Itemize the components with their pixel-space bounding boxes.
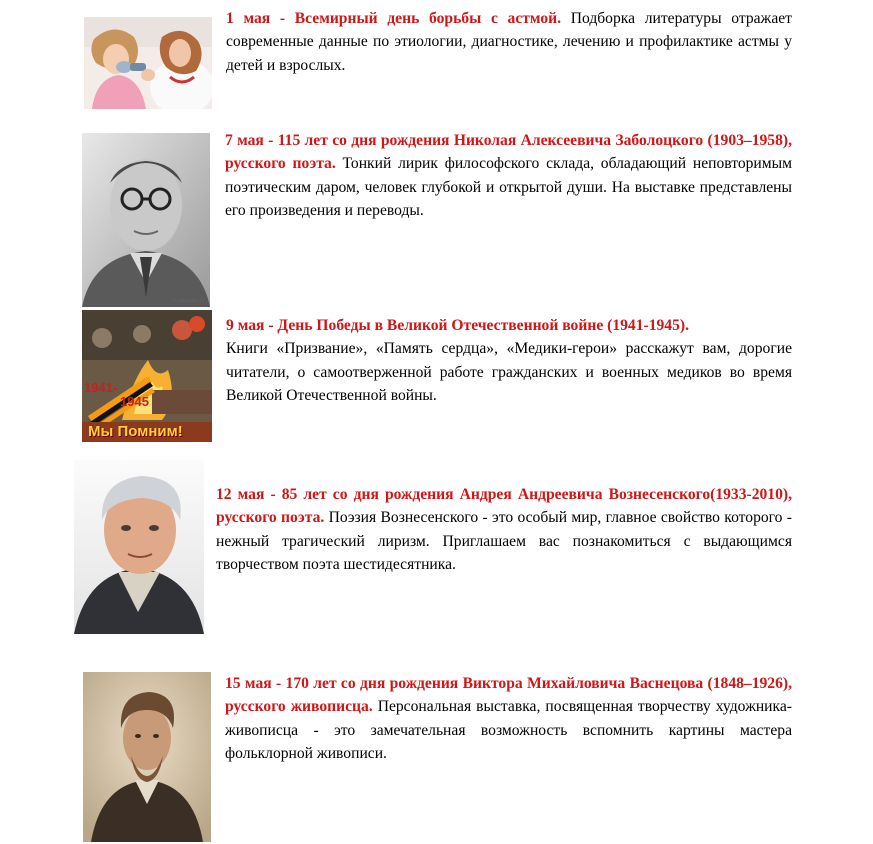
zabolotsky-portrait	[82, 133, 210, 307]
event-description: Книги «Призвание», «Память сердца», «Медики-герои» расскажут вам, дорогие читатели, о самоотверженной работе гражданских и военных медиков во время Великой Отечественной войны.	[226, 340, 792, 405]
victory-day-poster	[82, 310, 212, 442]
event-heading: 12 мая - 85 лет со дня рождения Андрея Андреевича Вознесенского(1933-2010), русского поэта.	[216, 486, 792, 527]
event-victory-day	[226, 314, 792, 408]
event-voznesensky	[216, 483, 792, 577]
event-heading: 15 мая - 170 лет со дня рождения Виктора Михайловича Васнецова (1848–1926), русского живописца.	[225, 675, 792, 716]
voznesensky-portrait	[74, 460, 204, 634]
event-heading: 7 мая - 115 лет со дня рождения Николая Алексеевича Заболоцкого (1903–1958), русского поэта.	[225, 132, 792, 173]
event-description: Поэзия Вознесенского - это особый мир, главное свойство которого - нежный трагический лиризм. Приглашаем вас познакомиться с выдающимся творчеством поэта шестидесятника.	[216, 509, 792, 574]
event-heading: 9 мая - День Победы в Великой Отечественной войне (1941-1945).	[226, 317, 689, 334]
event-heading: 1 мая - Всемирный день борьбы с астмой.	[226, 10, 562, 27]
event-description: Тонкий лирик философского склада, обладающий неповторимым поэтическим даром, человек глубокой и открытой души. На выставке представлены его произведения и переводы.	[225, 155, 792, 220]
event-asthma-day	[226, 7, 792, 77]
event-description: Подборка литературы отражает современные данные по этиологии, диагностике, лечению и профилактике астмы у детей и взрослых.	[226, 10, 792, 74]
poster-year-start: 1941-	[84, 380, 118, 395]
vasnetsov-portrait	[83, 672, 211, 842]
asthma-photo	[84, 17, 212, 109]
poster-year-end: 1945	[120, 394, 149, 409]
event-vasnetsov	[225, 672, 792, 766]
poster-slogan: Мы Помним!	[88, 423, 183, 440]
event-description: Персональная выставка, посвященная творчеству художника-живописца - это замечательная возможность вспомнить картины мастера фольклорной живописи.	[225, 698, 792, 763]
portrait-watermark: ru.bookupu.ru	[173, 298, 204, 304]
event-zabolotsky	[225, 129, 792, 223]
